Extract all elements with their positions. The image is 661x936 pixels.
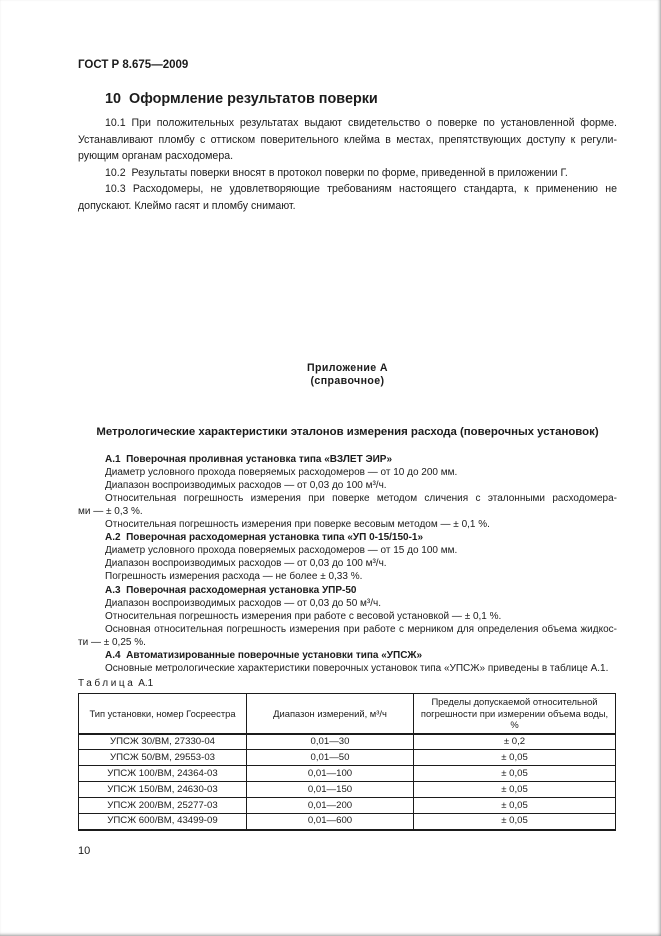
appendix-label-block xyxy=(78,362,617,388)
appendix-paragraph xyxy=(78,479,617,492)
text-line: 10.1 При положительных результатах выдают свидетельство о поверке по установленной форме. xyxy=(105,117,617,129)
appendix-heading-a2 xyxy=(78,531,617,544)
text-line: Относительная погрешность измерения при поверке методом сличения с эталонными расходомера- xyxy=(105,492,617,504)
paragraph-10-2 xyxy=(78,165,617,182)
appendix-title: Метрологические характеристики эталонов измерения расхода (поверочных установок) xyxy=(96,425,599,438)
cell-installation-type: УПСЖ 50/ВМ, 29553-03 xyxy=(79,750,247,766)
appendix-sublabel: (справочное) xyxy=(310,374,385,387)
cell-installation-type: УПСЖ 600/ВМ, 43499-09 xyxy=(79,814,247,830)
text-line: Диапазон воспроизводимых расходов — от 0,03 до 100 м³/ч. xyxy=(105,558,387,570)
appendix-heading-a3 xyxy=(78,584,617,597)
cell-error-limit: ± 0,05 xyxy=(414,798,616,814)
text-line: Диаметр условного прохода поверяемых расходомеров — от 10 до 200 мм. xyxy=(105,466,458,478)
text-line: А.3 Поверочная расходомерная установка УПР-50 xyxy=(105,584,357,596)
cell-installation-type: УПСЖ 150/ВМ, 24630-03 xyxy=(79,782,247,798)
cell-measuring-range: 0,01—100 xyxy=(247,766,414,782)
appendix-paragraph xyxy=(78,623,617,649)
text-line: Относительная погрешность измерения при поверке весовым методом — ± 0,1 %. xyxy=(105,519,490,531)
appendix-body xyxy=(78,453,617,676)
table-label xyxy=(78,678,617,690)
appendix-heading-a1 xyxy=(78,453,617,466)
text-line: Погрешность измерения расхода — не более ± 0,33 %. xyxy=(105,571,363,583)
cell-measuring-range: 0,01—600 xyxy=(247,814,414,830)
appendix-paragraph xyxy=(78,570,617,583)
appendix-paragraph xyxy=(78,518,617,531)
table-row xyxy=(79,750,616,766)
appendix-paragraph xyxy=(78,557,617,570)
text-line: Основные метрологические характеристики поверочных установок типа «УПСЖ» приведены в таблице А.1. xyxy=(105,663,609,675)
metrology-table xyxy=(78,693,616,831)
table-label-word: Таблица xyxy=(78,678,136,690)
cell-error-limit: ± 0,05 xyxy=(414,782,616,798)
text-line: Основная относительная погрешность измерения при работе с мерником для определения объема жидкос- xyxy=(105,623,617,635)
section-body xyxy=(78,115,617,215)
table-row xyxy=(79,734,616,750)
page-number: 10 xyxy=(78,844,91,857)
appendix-paragraph xyxy=(78,492,617,518)
col-header-error-limits: Пределы допускаемой относительной погрешности при измерении объема воды, % xyxy=(414,694,616,734)
cell-installation-type: УПСЖ 200/ВМ, 25277-03 xyxy=(79,798,247,814)
text-line: ти — ± 0,25 %. xyxy=(78,636,146,648)
table-label-number: А.1 xyxy=(138,678,154,690)
paragraph-10-1 xyxy=(78,115,617,165)
cell-installation-type: УПСЖ 100/ВМ, 24364-03 xyxy=(79,766,247,782)
cell-error-limit: ± 0,2 xyxy=(414,734,616,750)
text-line: Диаметр условного прохода поверяемых расходомеров — от 15 до 100 мм. xyxy=(105,545,458,557)
table-header-row xyxy=(79,694,616,734)
col-header-measuring-range: Диапазон измерений, м³/ч xyxy=(247,694,414,734)
text-line: 10.2 Результаты поверки вносят в протокол поверки по форме, приведенной в приложении Г. xyxy=(105,166,568,179)
doc-header: ГОСТ Р 8.675—2009 xyxy=(78,59,189,71)
appendix-heading-a4 xyxy=(78,649,617,662)
appendix-paragraph xyxy=(78,662,617,675)
cell-measuring-range: 0,01—30 xyxy=(247,734,414,750)
cell-error-limit: ± 0,05 xyxy=(414,750,616,766)
table-row xyxy=(79,798,616,814)
col-header-installation-type: Тип установки, номер Госреестра xyxy=(79,694,247,734)
cell-measuring-range: 0,01—200 xyxy=(247,798,414,814)
appendix-paragraph xyxy=(78,610,617,623)
cell-measuring-range: 0,01—150 xyxy=(247,782,414,798)
text-line: А.2 Поверочная расходомерная установка типа «УП 0-15/150-1» xyxy=(105,532,424,544)
table-row xyxy=(79,766,616,782)
appendix-paragraph xyxy=(78,544,617,557)
appendix-paragraph xyxy=(78,466,617,479)
text-line: 10.3 Расходомеры, не удовлетворяющие требованиям настоящего стандарта, к применению не xyxy=(105,183,617,196)
table-row xyxy=(79,814,616,830)
cell-installation-type: УПСЖ 30/ВМ, 27330-04 xyxy=(79,734,247,750)
cell-error-limit: ± 0,05 xyxy=(414,766,616,782)
cell-measuring-range: 0,01—50 xyxy=(247,750,414,766)
text-line: А.1 Поверочная проливная установка типа «ВЗЛЕТ ЭИР» xyxy=(105,453,393,465)
text-line: ми — ± 0,3 %. xyxy=(78,505,143,517)
text-line: Диапазон воспроизводимых расходов — от 0,03 до 100 м³/ч. xyxy=(105,479,387,491)
text-line: Диапазон воспроизводимых расходов — от 0,03 до 50 м³/ч. xyxy=(105,597,382,609)
appendix-paragraph xyxy=(78,597,617,610)
table-row xyxy=(79,782,616,798)
paragraph-10-3 xyxy=(78,181,617,214)
text-line: допускают. Клеймо гасят и пломбу снимают. xyxy=(78,199,296,212)
cell-error-limit: ± 0,05 xyxy=(414,814,616,830)
text-line: Устанавливают пломбу с оттиском поверительного клейма в местах, препятствующих доступу к регули- xyxy=(78,133,617,146)
text-line: А.4 Автоматизированные поверочные установки типа «УПСЖ» xyxy=(105,649,423,661)
section-title: 10 Оформление результатов поверки xyxy=(105,91,378,107)
text-line: Относительная погрешность измерения при работе с весовой установкой — ± 0,1 %. xyxy=(105,610,502,622)
text-line: рующим органам расходомера. xyxy=(78,150,234,163)
appendix-label: Приложение А xyxy=(307,361,388,374)
